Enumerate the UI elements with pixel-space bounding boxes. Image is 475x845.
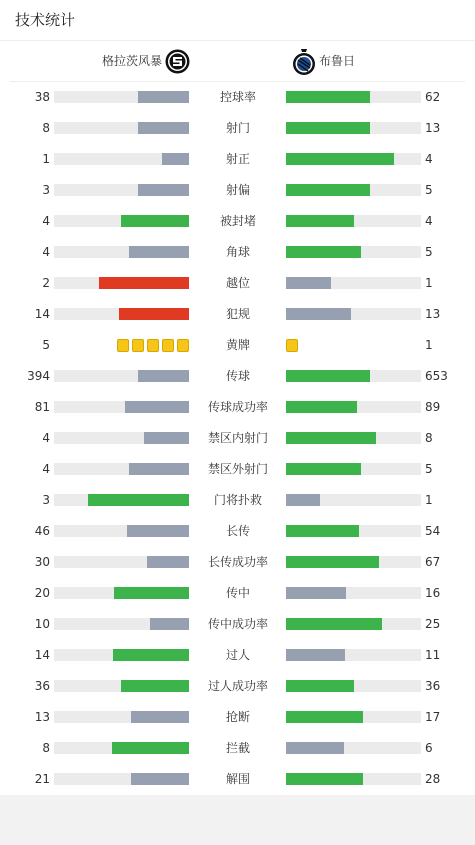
stat-label: 抢断 [225, 710, 250, 724]
home-team-name[interactable]: 格拉茨风暴 [101, 54, 162, 68]
stat-label: 长传 [225, 524, 250, 538]
page-title: 技术统计 [15, 11, 76, 29]
home-bar-track [54, 308, 189, 320]
away-bar-track [286, 680, 421, 692]
stat-row [0, 422, 475, 453]
stat-label: 控球率 [219, 90, 256, 104]
away-stat-value: 13 [425, 307, 441, 321]
home-yellow-cards [117, 339, 189, 352]
stat-row [0, 484, 475, 515]
away-bar-fill [286, 308, 351, 320]
home-stat-value: 30 [34, 555, 50, 569]
home-bar-fill [112, 742, 189, 754]
away-bar-track [286, 432, 421, 444]
away-bar-fill [286, 91, 370, 103]
away-bar-fill [286, 184, 370, 196]
stat-label: 禁区内射门 [207, 431, 268, 445]
away-bar-fill [286, 401, 357, 413]
home-stat-value: 4 [42, 462, 50, 476]
away-stat-value: 1 [425, 493, 433, 507]
away-stat-value: 54 [425, 524, 441, 538]
away-bar-fill [286, 463, 361, 475]
away-bar-track [286, 153, 421, 165]
home-stat-value: 4 [42, 431, 50, 445]
stat-label: 角球 [225, 245, 250, 259]
away-bar-track [286, 277, 421, 289]
home-bar-track [54, 680, 189, 692]
home-bar-track [54, 556, 189, 568]
stat-label: 拦截 [225, 741, 250, 755]
home-bar-fill [162, 153, 189, 165]
away-bar-fill [286, 773, 363, 785]
stat-row [0, 112, 475, 143]
away-bar-fill [286, 556, 379, 568]
home-bar-track [54, 618, 189, 630]
stat-label: 射正 [225, 152, 250, 166]
away-stat-value: 5 [425, 245, 433, 259]
away-stat-value: 16 [425, 586, 441, 600]
away-bar-fill [286, 680, 354, 692]
away-bar-fill [286, 215, 354, 227]
home-bar-track [54, 370, 189, 382]
away-bar-track [286, 122, 421, 134]
home-stat-value: 20 [34, 586, 50, 600]
away-stat-value: 6 [425, 741, 433, 755]
yellow-card-icon [132, 339, 144, 352]
yellow-card-icon [117, 339, 129, 352]
home-stat-value: 21 [34, 772, 50, 786]
stat-label: 传中 [225, 586, 250, 600]
home-bar-track [54, 773, 189, 785]
sturm-graz-crest-icon[interactable] [165, 49, 190, 74]
away-stat-value: 11 [425, 648, 441, 662]
away-stat-value: 25 [425, 617, 441, 631]
stat-row [0, 732, 475, 763]
home-stat-value: 8 [42, 741, 50, 755]
home-bar-fill [119, 308, 189, 320]
stat-row [0, 205, 475, 236]
home-bar-fill [114, 587, 189, 599]
away-bar-track [286, 742, 421, 754]
away-stat-value: 8 [425, 431, 433, 445]
stat-label: 禁区外射门 [207, 462, 268, 476]
home-stat-value: 14 [34, 307, 50, 321]
away-stat-value: 5 [425, 183, 433, 197]
away-stat-value: 17 [425, 710, 441, 724]
away-bar-track [286, 618, 421, 630]
stat-label: 过人成功率 [207, 679, 268, 693]
away-stat-value: 62 [425, 90, 441, 104]
home-bar-track [54, 153, 189, 165]
away-stat-value: 653 [425, 369, 448, 383]
stat-label: 解围 [225, 772, 250, 786]
home-bar-fill [138, 370, 189, 382]
club-brugge-crest-icon[interactable] [292, 48, 316, 76]
home-bar-fill [125, 401, 189, 413]
away-stat-value: 67 [425, 555, 441, 569]
stat-row [0, 174, 475, 205]
home-bar-track [54, 463, 189, 475]
stat-row [0, 546, 475, 577]
home-bar-fill [150, 618, 189, 630]
home-bar-fill [131, 773, 189, 785]
home-bar-fill [88, 494, 189, 506]
home-bar-track [54, 494, 189, 506]
home-stat-value: 3 [42, 183, 50, 197]
away-bar-track [286, 773, 421, 785]
stat-row [0, 515, 475, 546]
stat-row [0, 639, 475, 670]
stat-row [0, 329, 475, 360]
home-bar-fill [129, 463, 189, 475]
away-team-name[interactable]: 布鲁日 [319, 54, 356, 68]
stat-row [0, 360, 475, 391]
away-bar-track [286, 525, 421, 537]
stat-label: 射门 [225, 121, 250, 135]
away-bar-track [286, 649, 421, 661]
away-stat-value: 1 [425, 276, 433, 290]
home-bar-track [54, 401, 189, 413]
away-bar-fill [286, 649, 345, 661]
stat-row [0, 81, 475, 112]
stat-row [0, 267, 475, 298]
stat-row [0, 453, 475, 484]
away-bar-fill [286, 277, 331, 289]
yellow-card-icon [162, 339, 174, 352]
yellow-card-icon [147, 339, 159, 352]
stat-label: 犯规 [225, 307, 250, 321]
home-stat-value: 3 [42, 493, 50, 507]
home-bar-track [54, 742, 189, 754]
away-bar-track [286, 463, 421, 475]
away-bar-track [286, 91, 421, 103]
stat-label: 过人 [225, 648, 250, 662]
home-bar-track [54, 432, 189, 444]
home-stat-value: 46 [34, 524, 50, 538]
away-bar-track [286, 370, 421, 382]
away-bar-fill [286, 525, 359, 537]
away-bar-fill [286, 494, 320, 506]
stat-row [0, 236, 475, 267]
stat-row [0, 763, 475, 794]
home-stat-value: 38 [34, 90, 50, 104]
home-bar-track [54, 525, 189, 537]
away-stat-value: 28 [425, 772, 441, 786]
home-stat-value: 4 [42, 245, 50, 259]
home-stat-value: 81 [34, 400, 50, 414]
yellow-card-icon [177, 339, 189, 352]
home-bar-track [54, 711, 189, 723]
away-bar-track [286, 215, 421, 227]
away-bar-fill [286, 618, 382, 630]
stat-row [0, 701, 475, 732]
away-bar-fill [286, 742, 344, 754]
home-bar-fill [138, 122, 189, 134]
away-yellow-cards [286, 339, 298, 352]
stat-label: 传中成功率 [207, 617, 268, 631]
away-bar-fill [286, 122, 370, 134]
away-stat-value: 36 [425, 679, 441, 693]
stat-label: 传球成功率 [207, 400, 268, 414]
home-bar-fill [99, 277, 189, 289]
home-bar-track [54, 184, 189, 196]
away-bar-fill [286, 432, 376, 444]
away-bar-track [286, 556, 421, 568]
stat-label: 黄牌 [225, 338, 250, 352]
away-bar-fill [286, 370, 370, 382]
yellow-card-icon [286, 339, 298, 352]
away-bar-fill [286, 711, 363, 723]
stat-row [0, 608, 475, 639]
stat-label: 门将扑救 [213, 493, 262, 507]
home-bar-fill [144, 432, 189, 444]
away-bar-fill [286, 587, 346, 599]
stat-label: 被封堵 [219, 214, 256, 228]
home-stat-value: 2 [42, 276, 50, 290]
stat-row [0, 577, 475, 608]
home-bar-fill [129, 246, 189, 258]
home-stat-value: 1 [42, 152, 50, 166]
home-bar-track [54, 122, 189, 134]
home-stat-value: 5 [42, 338, 50, 352]
home-stat-value: 394 [27, 369, 50, 383]
home-bar-fill [121, 215, 189, 227]
stat-row [0, 143, 475, 174]
title-divider [0, 40, 475, 41]
away-stat-value: 4 [425, 214, 433, 228]
away-bar-track [286, 184, 421, 196]
home-bar-fill [127, 525, 189, 537]
stat-row [0, 298, 475, 329]
home-bar-track [54, 246, 189, 258]
stat-label: 射偏 [225, 183, 250, 197]
home-bar-track [54, 277, 189, 289]
home-bar-track [54, 215, 189, 227]
home-stat-value: 13 [34, 710, 50, 724]
away-bar-track [286, 587, 421, 599]
home-bar-track [54, 587, 189, 599]
home-bar-track [54, 91, 189, 103]
home-bar-fill [138, 184, 189, 196]
away-bar-track [286, 308, 421, 320]
home-bar-fill [147, 556, 189, 568]
home-bar-fill [113, 649, 189, 661]
home-stat-value: 10 [34, 617, 50, 631]
home-stat-value: 8 [42, 121, 50, 135]
away-stat-value: 89 [425, 400, 441, 414]
home-stat-value: 14 [34, 648, 50, 662]
stat-label: 越位 [225, 276, 250, 290]
stat-label: 长传成功率 [207, 555, 268, 569]
home-bar-track [54, 649, 189, 661]
home-bar-fill [138, 91, 189, 103]
stat-row [0, 391, 475, 422]
away-bar-fill [286, 153, 394, 165]
away-bar-track [286, 494, 421, 506]
home-bar-fill [131, 711, 189, 723]
away-stat-value: 4 [425, 152, 433, 166]
home-stat-value: 36 [34, 679, 50, 693]
away-stat-value: 1 [425, 338, 433, 352]
home-stat-value: 4 [42, 214, 50, 228]
stat-row [0, 670, 475, 701]
away-bar-fill [286, 246, 361, 258]
away-bar-track [286, 711, 421, 723]
away-bar-track [286, 246, 421, 258]
away-bar-track [286, 401, 421, 413]
home-bar-fill [121, 680, 189, 692]
away-stat-value: 13 [425, 121, 441, 135]
away-stat-value: 5 [425, 462, 433, 476]
stat-label: 传球 [225, 369, 250, 383]
